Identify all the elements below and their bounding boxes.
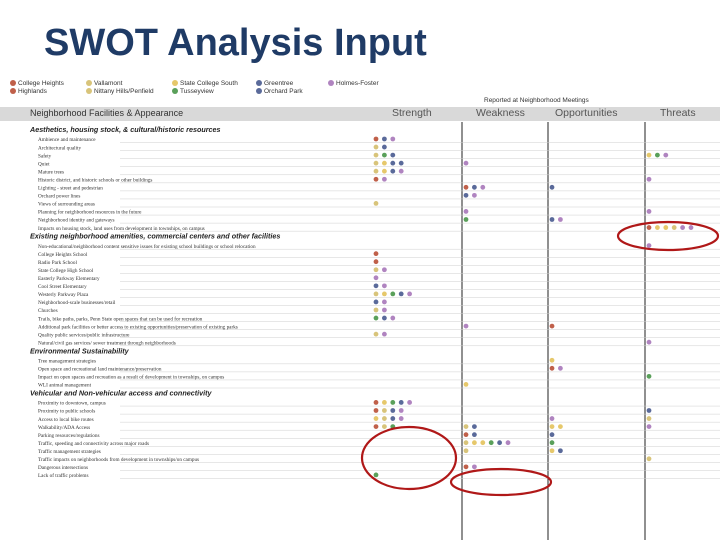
row-label: Quiet [38,161,50,168]
data-point [472,424,477,429]
data-point [647,408,652,413]
data-point [374,145,379,150]
data-point [647,456,652,461]
page-title: SWOT Analysis Input [44,22,427,64]
data-point [390,161,395,166]
data-point [497,440,502,445]
legend-item: College Heights [10,80,64,87]
data-point [390,137,395,142]
data-point [655,225,660,230]
data-point [382,267,387,272]
data-point [382,153,387,158]
data-point [550,358,555,363]
data-point [399,416,404,421]
row-label: Traffic, speeding and connectivity across major roads [38,440,150,447]
data-point [550,440,555,445]
data-point [374,259,379,264]
legend-item: Orchard Park [256,88,303,95]
data-point [390,292,395,297]
data-point [399,292,404,297]
data-point [464,464,469,469]
data-point [382,332,387,337]
data-point [374,137,379,142]
data-point [647,225,652,230]
data-point [464,209,469,214]
data-point [382,416,387,421]
data-point [672,225,677,230]
data-point [558,448,563,453]
row-label: Historic district, and historic schools or other buildings [38,177,153,184]
row-label: Safety [38,153,52,160]
data-point [464,448,469,453]
data-point [374,153,379,158]
data-point [464,217,469,222]
data-point [374,251,379,256]
data-point [647,374,652,379]
data-point [390,153,395,158]
data-point [374,416,379,421]
row-label: Architectural quality [38,145,82,152]
row-label: Non-educational/neighborhood content sensitive issues for existing school buildings or school relocation [38,243,256,250]
row-label: Churches [38,308,58,315]
column-header-strength: Strength [392,107,432,119]
data-point [472,464,477,469]
data-point [680,225,685,230]
data-point [464,382,469,387]
data-point [382,169,387,174]
row-label: Trails, bike paths, parks, Penn State open spaces that can be used for recreation [38,316,203,323]
row-label: State College High School [38,267,94,274]
data-point [558,424,563,429]
data-point [550,366,555,371]
highlight-threats [618,222,718,250]
data-point [472,193,477,198]
data-point [407,400,412,405]
data-point [550,416,555,421]
data-point [472,440,477,445]
section-header: Neighborhood Facilities & Appearance [30,108,184,118]
data-point [390,169,395,174]
data-point [382,424,387,429]
data-point [464,432,469,437]
row-label: Dangerous intersections [38,465,88,472]
row-label: WLI animal management [38,382,92,389]
data-point [382,177,387,182]
data-point [550,217,555,222]
data-point [506,440,511,445]
legend-item: Highlands [10,88,47,95]
data-point [374,169,379,174]
data-point [647,340,652,345]
data-point [550,424,555,429]
data-point [382,137,387,142]
row-label: Neighborhood-scale businesses/retail [38,300,116,307]
data-point [374,267,379,272]
data-point [374,201,379,206]
row-label: Walkability/ADA Access [38,424,91,431]
data-point [374,400,379,405]
legend-item: Holmes-Foster [328,80,379,87]
data-point [464,193,469,198]
data-point [374,473,379,478]
data-point [399,169,404,174]
data-point [382,400,387,405]
data-point [472,185,477,190]
row-label: Mature trees [38,169,65,176]
data-point [550,448,555,453]
data-point [663,153,668,158]
data-point [480,185,485,190]
row-label: Cool Street Elementary [38,284,87,291]
row-label: Traffic management strategies [38,448,101,455]
data-point [382,308,387,313]
data-point [382,145,387,150]
column-header-opportunities: Opportunities [555,107,618,119]
data-point [480,440,485,445]
row-label: Natural/civil gas services/ sewer treatment through neighborhoods [38,340,176,347]
data-point [647,177,652,182]
group-title: Aesthetics, housing stock, & cultural/historic resources [30,125,221,134]
data-point [464,424,469,429]
data-point [647,209,652,214]
data-point [550,432,555,437]
data-point [399,408,404,413]
data-point [382,316,387,321]
row-label: Ambience and maintenance [38,137,96,144]
data-point [464,440,469,445]
data-point [647,243,652,248]
group-title: Environmental Sustainability [30,346,129,356]
data-point [550,324,555,329]
data-point [689,225,694,230]
data-point [558,366,563,371]
data-point [399,400,404,405]
row-label: Orchard power lines [38,193,81,200]
data-point [663,225,668,230]
data-point [647,416,652,421]
data-point [374,308,379,313]
column-header-threats: Threats [660,107,696,119]
row-label: Proximity to downtown, campus [38,400,106,407]
group-title: Existing neighborhood amenities, commercial centers and other facilities [30,231,281,241]
row-label: Views of surrounding areas [38,201,95,208]
row-label: Lighting - street and pedestrian [38,185,103,192]
row-label: Impacts on housing stock, land uses from development in townships, on campus [38,225,205,232]
legend-item: State College South [172,80,238,87]
data-point [374,177,379,182]
subheader: Reported at Neighborhood Meetings [484,97,589,104]
data-point [374,161,379,166]
column-header-weakness: Weakness [476,107,525,119]
row-label: Additional park facilities or better access to existing opportunities/preservation of existing parks [38,324,238,331]
highlight-weakness [451,469,551,495]
legend-item: Tusseyview [172,88,214,95]
row-label: Impact on open spaces and recreation as a result of development in townships, on campus [38,374,225,381]
data-point [374,408,379,413]
data-point [489,440,494,445]
row-label: Tree management strategies [38,358,97,365]
legend-item: Vallamont [86,80,122,87]
data-point [374,275,379,280]
data-point [374,283,379,288]
data-point [464,324,469,329]
data-point [390,416,395,421]
data-point [374,332,379,337]
data-point [382,283,387,288]
row-label: Planning for neighborhood resources in the future [38,209,142,216]
row-label: College Heights School [38,251,88,258]
data-point [464,161,469,166]
data-point [382,292,387,297]
highlight-strength [362,427,456,489]
data-point [390,400,395,405]
legend-item: Nittany Hills/Penfield [86,88,154,95]
row-label: Westerly Parkway Plaza [38,292,89,299]
data-point [647,153,652,158]
data-point [382,408,387,413]
data-point [374,424,379,429]
row-label: Traffic impacts on neighborhoods from development in townships/on campus [38,457,200,463]
data-point [647,424,652,429]
data-point [382,161,387,166]
row-label: Lack of traffic problems [38,473,89,480]
group-title: Vehicular and Non-vehicular access and connectivity [30,388,212,398]
row-label: Open space and recreational land maintenance/preservation [38,366,162,373]
legend-item: Greentree [256,80,293,87]
row-label: Neighborhood identity and gateways [38,217,115,224]
row-label: Easterly Parkway Elementary [38,276,100,282]
data-point [558,217,563,222]
row-label: Radio Park School [38,259,77,266]
data-point [390,316,395,321]
row-label: Parking resources/regulations [38,432,100,439]
data-point [550,185,555,190]
data-point [655,153,660,158]
data-point [374,316,379,321]
data-point [472,432,477,437]
data-point [390,408,395,413]
data-point [374,292,379,297]
data-point [382,300,387,305]
row-label: Quality public services/public infrastructure [38,332,130,339]
data-point [399,161,404,166]
row-label: Proximity to public schools [38,408,96,415]
data-point [464,185,469,190]
row-label: Access to local bike routes [38,416,94,423]
data-point [374,300,379,305]
data-point [407,292,412,297]
